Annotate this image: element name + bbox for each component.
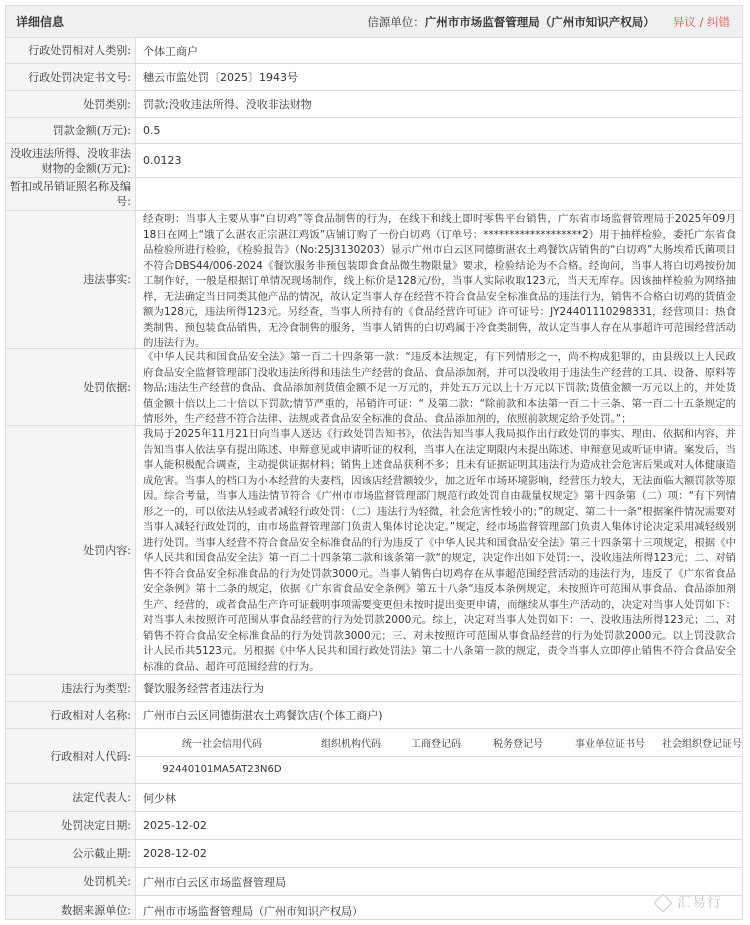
code-value-org <box>308 757 394 784</box>
value-fine: 0.5 <box>143 124 161 137</box>
code-header-org: 组织机构代码 <box>321 738 381 750</box>
label-basis: 处罚依据: <box>6 349 136 425</box>
value-facts <box>136 211 742 348</box>
label-authority: 处罚机关: <box>6 868 136 895</box>
value-basis <box>136 349 742 425</box>
row-party-name <box>6 702 742 729</box>
row-party-code <box>6 729 742 784</box>
value-authority: 广州市白云区市场监督管理局 <box>143 875 286 889</box>
label-data-source: 数据来源单位: <box>6 896 136 920</box>
value-decision-date: 2025-12-02 <box>143 819 207 832</box>
code-value-biz-reg <box>394 757 478 784</box>
watermark <box>653 892 722 913</box>
row-data-source <box>6 896 742 920</box>
row-authority <box>6 868 742 896</box>
value-legal-rep: 何少林 <box>143 791 176 805</box>
code-value-social-org <box>662 757 742 784</box>
row-fine <box>6 118 742 144</box>
value-violation-type: 餐饮服务经营者违法行为 <box>143 682 264 695</box>
row-rel-type <box>6 38 742 64</box>
value-doc-no: 穗云市监处罚〔2025〕1943号 <box>143 71 298 84</box>
code-header-public-inst: 事业单位证书号 <box>575 738 645 750</box>
label-license-revoke: 暂扣或吊销证照名称及编号: <box>6 178 136 210</box>
detail-header <box>6 6 742 38</box>
label-legal-rep: 法定代表人: <box>6 784 136 811</box>
code-value-public-inst <box>558 757 662 784</box>
header-title: 详细信息 <box>16 15 65 29</box>
watermark-logo-icon <box>653 893 673 913</box>
label-violation-type: 违法行为类型: <box>6 675 136 701</box>
value-data-source: 广州市市场监督管理局（广州市知识产权局） <box>143 904 363 918</box>
value-content <box>136 426 742 674</box>
row-facts <box>6 211 742 349</box>
label-decision-date: 处罚决定日期: <box>6 812 136 839</box>
row-confiscated <box>6 144 742 178</box>
row-doc-no <box>6 64 742 91</box>
value-license-revoke <box>136 178 742 210</box>
value-publish-end: 2028-12-02 <box>143 847 207 860</box>
row-content <box>6 426 742 675</box>
label-rel-type: 行政处罚相对人类别: <box>6 38 136 63</box>
code-header-biz-reg: 工商登记码 <box>411 738 461 750</box>
row-basis <box>6 349 742 426</box>
code-table-header <box>136 729 742 757</box>
label-penalty-type: 处罚类别: <box>6 91 136 117</box>
watermark-text: 汇易行 <box>677 895 722 911</box>
value-rel-type: 个体工商户 <box>143 44 198 58</box>
code-header-tax: 税务登记号 <box>493 738 543 750</box>
row-penalty-type <box>6 91 742 118</box>
row-violation-type <box>6 675 742 702</box>
content-text: 我局于2025年11月21日向当事人送达《行政处罚告知书》，依法告知当事人我局拟作出行政处罚的事实、理由、依据和内容，并告知当事人依法享有提出陈述、申辩意见或申请听证的权利，当事人在法定期限内未提出陈述、申辩意见或听证申请。案发后，当事人能积极配合调查，主动提供证据材料；销售上述食品获利不多；且未有证据证明其违法行为造成社会危害后果或对人体健康造成危害。当事人的档口为小本经营的夫妻档，因该店经营额较少，加之近年市场环境影响，经营压力较大，无法面临大额罚款等原因。综合考量，当事人违法情节符合《广州市市场监督管理部门规范行政处罚自由裁量权规定》第十四条第（二）项：“有下列情形之一的，可以依法从轻或者减轻行政处罚：（二）违法行为轻微，社会危害性较小的；”的规定、第二十一条“根据案件情况需要对当事人减轻行政处罚的，由市场监督管理部门负责人集体讨论决定。”规定，经市场监督管理部门负责人集体讨论决定采用减轻级别进行处罚。当事人经营不符合食品安全标准食品的行为违反了《中华人民共和国食品安全法》第三十四条第十三项规定，根据《中华人民共和国食品安全法》第一百二十四条第二款和该条第一款“的规定，决定作出如下处罚:一、没收违法所得123元；二、对销售不符合食品安全标准食品的行为处罚款3000元。当事人销售白切鸡存在从事超范围经营活动的违法行为，违反了《广东省食品安全条例》第十二条的规定，依据《广东省食品安全条例》第五十八条“违反本条例规定，未按照许可范围从事食品、食品添加剂生产、经营的，或者食品生产许可证载明事项需要变更但未按时提出变更申请，而继续从事生产活动的，决定对当事人处罚如下：对当事人未按照许可范围从事食品经营的行为处罚款2000元。综上，决定对当事人处罚如下：一、没收违法所得123元；二、对销售不符合食品安全标准食品的行为处罚款3000元；三、对未按照许可范围从事食品经营的行为处罚款2000元。以上罚没款合计人民币共5123元。另根据《中华人民共和国行政处罚法》第二十八条第一款的规定，责令当事人立即停止销售不符合食品安全标准的食品、超许可范围经营的行为。 <box>143 428 736 673</box>
row-legal-rep <box>6 784 742 812</box>
label-publish-end: 公示截止期: <box>6 840 136 867</box>
value-penalty-type: 罚款;没收违法所得、没收非法财物 <box>143 98 312 111</box>
row-decision-date <box>6 812 742 840</box>
label-facts: 违法事实: <box>6 211 136 348</box>
value-party-name: 广州市白云区同德街湛农土鸡餐饮店(个体工商户) <box>143 709 383 722</box>
source-value: 广州市市场监督管理局（广州市知识产权局） <box>424 14 655 29</box>
code-table-row <box>136 757 742 784</box>
row-license-revoke <box>6 178 742 211</box>
party-code-table <box>136 729 742 783</box>
detail-panel <box>5 5 743 920</box>
basis-text: 《中华人民共和国食品安全法》第一百二十四条第一款：“违反本法规定，有下列情形之一，尚不构成犯罪的，由县级以上人民政府食品安全监督管理部门没收违法所得和违法生产经营的食品、食品添加剂，并可以没收用于违法生产经营的工具、设备、原料等物品;违法生产经营的食品、食品添加剂货值金额不足一万元的，并处五万元以上十万元以下罚款;货值金额一万元以上的，并处货值金额十倍以上二十倍以下罚款;情节严重的，吊销许可证：“ 及第二款：“除前款和本法第一百二十三条、第一百二十五条规定的情形外，生产经营不符合法律、法规或者食品安全标准的食品、食品添加剂的，依照前款规定给予处罚。”； <box>143 351 736 425</box>
label-content: 处罚内容: <box>6 426 136 674</box>
facts-text: 经查明：当事人主要从事“白切鸡”等食品制售的行为，在线下和线上即时零售平台销售，广东省市场监督管理局于2025年09月18日在网上“饿了么湛农正宗湛江鸡饭”店铺订购了一份白切鸡（订单号：*******************2）用于抽样检验，委托广东省食品检验所进行检验，《检验报告》（No:25J3130203）显示广州市白云区同德街湛农土鸡餐饮店销售的“白切鸡”大肠埃希氏菌项目不符合DBS44/006-2024《餐饮服务非预包装即食食品微生物限量》要求，检验结论为不合格。经询问，当事人将白切鸡按份加工制作好，一般是根据订单情况现场制作，线上标价是128元/份，当事人实际收取123元，当天无库存。因该抽样检验为网络抽样，无法确定当日同类其他产品的情况，故认定当事人存在经营不符合食品安全标准食品的违法行为，销售不合格白切鸡的货值金额为128元，违法所得123元。另经查，当事人所持有的《食品经营许可证》许可证号：JY24401110298331，经营项目：热食类制售、预包装食品销售，无冷食制售的服务，当事人销售的白切鸡属于冷食类制售，故认定当事人存在从事超许可范围经营活动的违法行为。 <box>143 213 736 349</box>
code-value-credit: 92440101MA5AT23N6D <box>162 764 282 776</box>
dispute-link[interactable]: 异议 / 纠错 <box>672 14 730 29</box>
label-party-code: 行政相对人代码: <box>6 729 136 783</box>
source-info <box>367 14 655 30</box>
value-confiscated: 0.0123 <box>143 154 182 167</box>
label-fine: 罚款金额(万元): <box>6 118 136 143</box>
row-publish-end <box>6 840 742 868</box>
code-header-social-org: 社会组织登记证号 <box>662 738 742 750</box>
code-value-tax <box>478 757 558 784</box>
source-label: 信源单位： <box>367 14 425 29</box>
label-doc-no: 行政处罚决定书文号: <box>6 64 136 90</box>
label-confiscated: 没收违法所得、没收非法财物的金额(万元): <box>6 144 136 177</box>
code-header-credit: 统一社会信用代码 <box>182 738 262 750</box>
label-party-name: 行政相对人名称: <box>6 702 136 728</box>
